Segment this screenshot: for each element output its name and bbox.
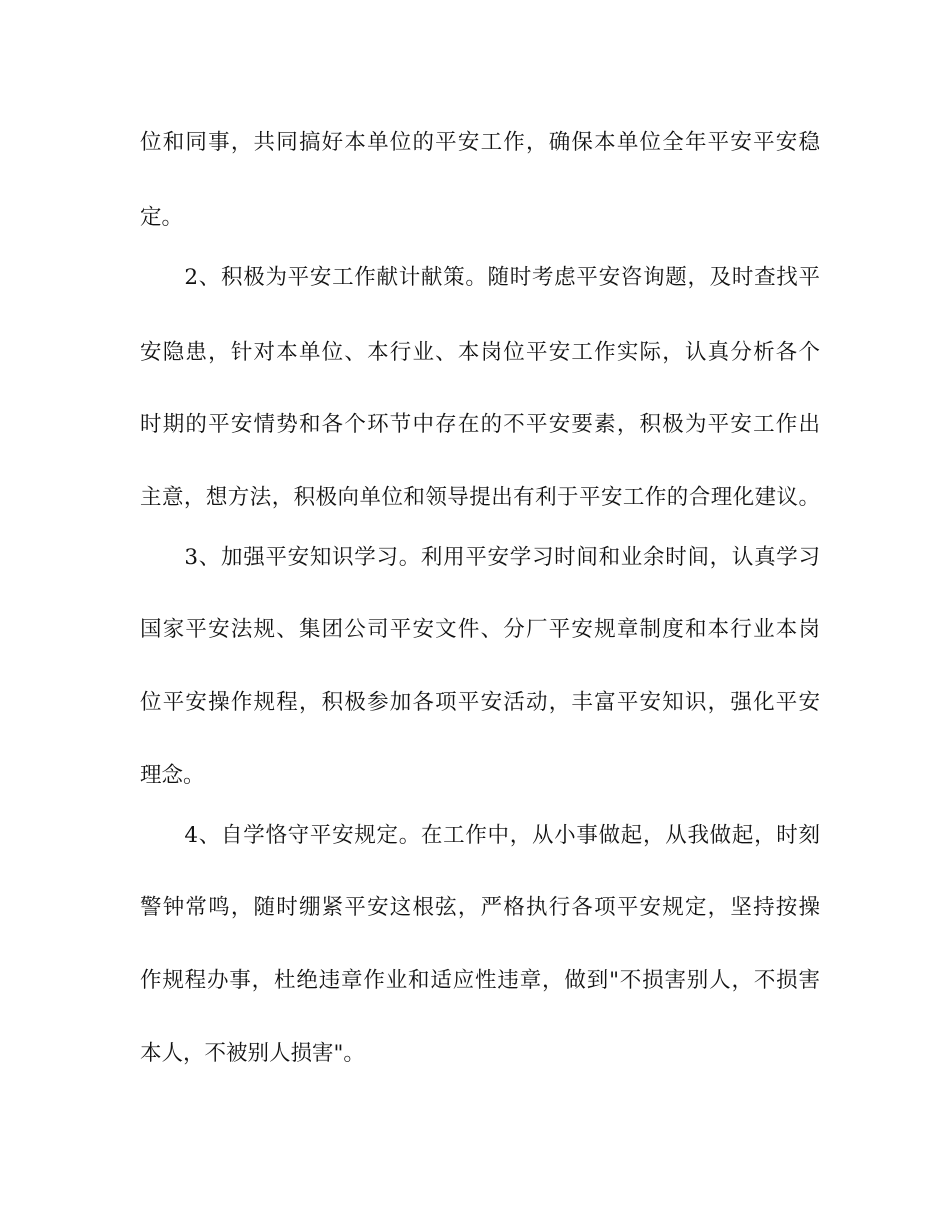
paragraph-line: 理念。: [140, 763, 205, 788]
paragraph-line: 警钟常鸣，随时绷紧平安这根弦，严格执行各项平安规定，坚持按操: [140, 895, 820, 920]
paragraph-line: 作规程办事，杜绝违章作业和适应性违章，做到"不损害别人，不损害: [140, 968, 820, 993]
paragraph-line: 3、加强平安知识学习。利用平安学习时间和业余时间，认真学习: [140, 545, 820, 570]
paragraph-line: 安隐患，针对本单位、本行业、本岗位平安工作实际，认真分析各个: [140, 340, 820, 365]
paragraph-line: 主意，想方法，积极向单位和领导提出有利于平安工作的合理化建议。: [140, 485, 820, 510]
paragraph-line: 4、自学恪守平安规定。在工作中，从小事做起，从我做起，时刻: [140, 823, 820, 848]
paragraph-line: 位平安操作规程，积极参加各项平安活动，丰富平安知识，强化平安: [140, 690, 820, 715]
paragraph-line: 位和同事，共同搞好本单位的平安工作，确保本单位全年平安平安稳: [140, 130, 820, 155]
paragraph-line: 本人，不被别人损害"。: [140, 1041, 365, 1066]
paragraph-line: 定。: [140, 205, 184, 230]
paragraph-line: 时期的平安情势和各个环节中存在的不平安要素，积极为平安工作出: [140, 412, 820, 437]
paragraph-line: 国家平安法规、集团公司平安文件、分厂平安规章制度和本行业本岗: [140, 617, 820, 642]
paragraph-line: 2、积极为平安工作献计献策。随时考虑平安咨询题，及时查找平: [140, 265, 820, 290]
